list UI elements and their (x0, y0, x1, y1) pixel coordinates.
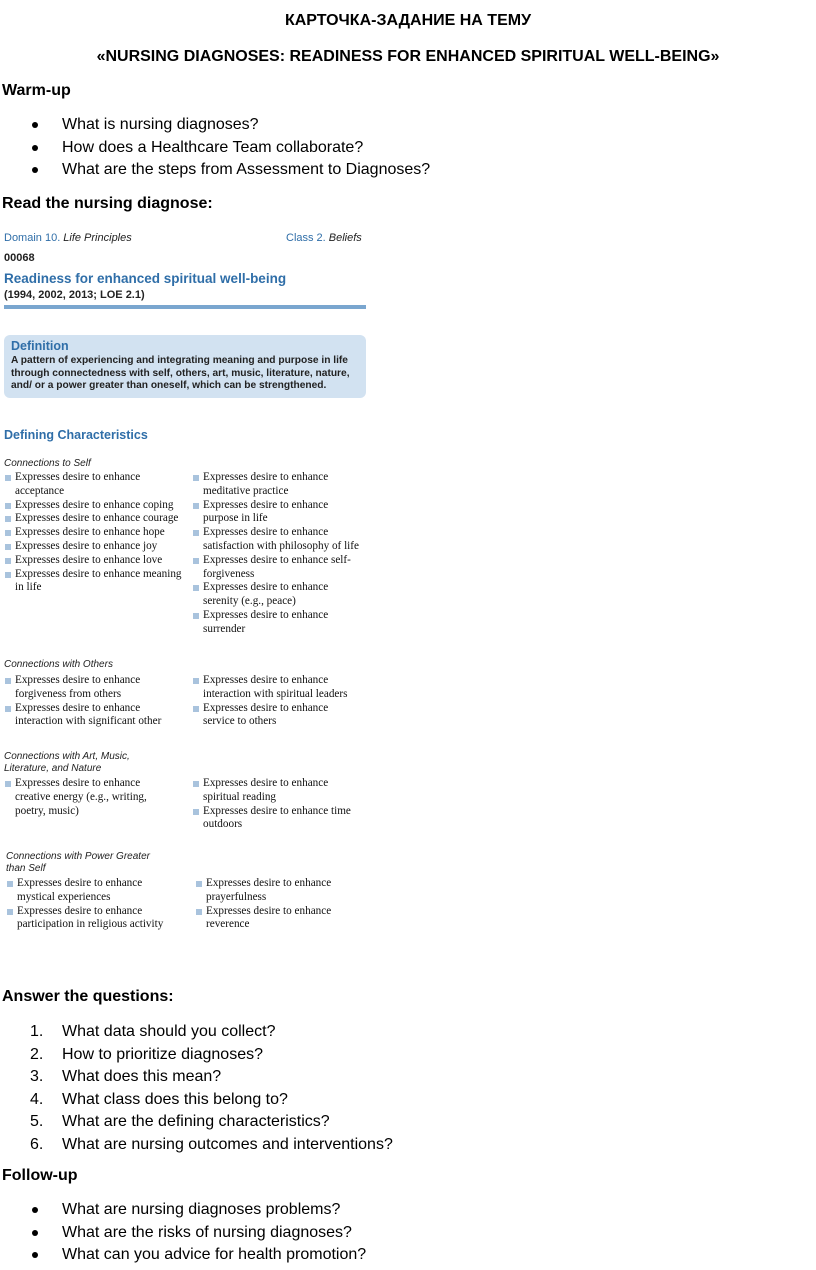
characteristic-item: Expresses desire to enhance acceptance (4, 471, 182, 499)
diagnosis-title: Readiness for enhanced spiritual well-being (4, 271, 287, 286)
group-title: Connections to Self (4, 458, 91, 469)
list-item: What is nursing diagnoses? (0, 114, 430, 137)
characteristic-item: Expresses desire to enhance reverence (195, 905, 363, 933)
characteristic-item: Expresses desire to enhance courage (4, 512, 182, 526)
followup-heading: Follow-up (2, 1167, 78, 1184)
definition-box (4, 335, 366, 398)
list-item: 1. What data should you collect? (30, 1023, 276, 1040)
characteristic-item: Expresses desire to enhance joy (4, 540, 182, 554)
group-title: Connections with Power Greater than Self (6, 851, 150, 874)
list-item: How does a Healthcare Team collaborate? (0, 137, 430, 160)
characteristic-item: Expresses desire to enhance love (4, 554, 182, 568)
characteristic-item: Expresses desire to enhance creative energy (e.g., writing, poetry, music) (4, 777, 174, 818)
characteristic-item: Expresses desire to enhance forgiveness from others (4, 674, 164, 702)
diagnosis-code: 00068 (4, 252, 35, 264)
characteristic-item: Expresses desire to enhance serenity (e.g., peace) (192, 581, 360, 609)
list-item: 6. What are nursing outcomes and interventions? (30, 1135, 393, 1153)
list-item: 5. What are the defining characteristics? (30, 1113, 330, 1130)
list-item: What are the risks of nursing diagnoses? (0, 1222, 366, 1245)
list-item: 3. What does this mean? (30, 1068, 222, 1085)
characteristic-item: Expresses desire to enhance purpose in life (192, 499, 360, 527)
followup-list (0, 1199, 366, 1267)
answer-heading: Answer the questions: (2, 988, 174, 1005)
read-heading: Read the nursing diagnose: (2, 195, 213, 212)
group-left-column (6, 877, 181, 932)
group-right-column (192, 777, 360, 832)
characteristic-item: Expresses desire to enhance interaction with spiritual leaders (192, 674, 360, 702)
group-left-column (4, 674, 164, 729)
characteristic-item: Expresses desire to enhance self-forgiveness (192, 554, 360, 582)
characteristic-item: Expresses desire to enhance coping (4, 499, 182, 513)
list-item: What are the steps from Assessment to Diagnoses? (0, 159, 430, 182)
characteristic-item: Expresses desire to enhance interaction with significant other (4, 702, 164, 730)
list-item: What can you advice for health promotion? (0, 1244, 366, 1267)
title-line-1: КАРТОЧКА-ЗАДАНИЕ НА ТЕМУ (284, 12, 532, 29)
characteristic-item: Expresses desire to enhance spiritual reading (192, 777, 360, 805)
definition-heading: Definition (11, 339, 69, 353)
answer-list (0, 1021, 393, 1156)
title-line-2: «NURSING DIAGNOSES: READINESS FOR ENHANCED SPIRITUAL WELL-BEING» (96, 48, 720, 65)
characteristic-item: Expresses desire to enhance prayerfulness (195, 877, 363, 905)
defining-characteristics-heading: Defining Characteristics (4, 428, 148, 442)
warmup-list (0, 114, 430, 182)
diagnosis-years: (1994, 2002, 2013; LOE 2.1) (4, 289, 145, 301)
characteristic-item: Expresses desire to enhance hope (4, 526, 182, 540)
group-right-column (192, 471, 360, 637)
definition-text: A pattern of experiencing and integrating meaning and purpose in life through connectedness with self, others, art, music, literature, nature, and/ or a power greater than oneself, which can be strengthened. (11, 355, 350, 391)
characteristic-item: Expresses desire to enhance meditative practice (192, 471, 360, 499)
list-item: What are nursing diagnoses problems? (0, 1199, 366, 1222)
group-right-column (192, 674, 360, 729)
domain-label: Domain 10. Life Principles (4, 232, 132, 244)
characteristic-item: Expresses desire to enhance participation in religious activity (6, 905, 181, 933)
class-label: Class 2. Beliefs (286, 232, 362, 244)
group-title: Connections with Others (4, 659, 113, 670)
list-item: 2. How to prioritize diagnoses? (30, 1045, 263, 1063)
characteristic-item: Expresses desire to enhance meaning in life (4, 568, 182, 596)
group-left-column (4, 471, 182, 595)
list-item: 4. What class does this belong to? (30, 1090, 288, 1108)
title-rule (4, 305, 366, 309)
characteristic-item: Expresses desire to enhance mystical experiences (6, 877, 181, 905)
group-right-column (195, 877, 363, 932)
group-left-column (4, 777, 174, 818)
characteristic-item: Expresses desire to enhance surrender (192, 609, 360, 637)
characteristic-item: Expresses desire to enhance satisfaction with philosophy of life (192, 526, 360, 554)
group-title: Connections with Art, Music, Literature, and Nature (4, 751, 130, 774)
characteristic-item: Expresses desire to enhance time outdoors (192, 805, 360, 833)
warmup-heading: Warm-up (2, 82, 71, 99)
characteristic-item: Expresses desire to enhance service to others (192, 702, 360, 730)
